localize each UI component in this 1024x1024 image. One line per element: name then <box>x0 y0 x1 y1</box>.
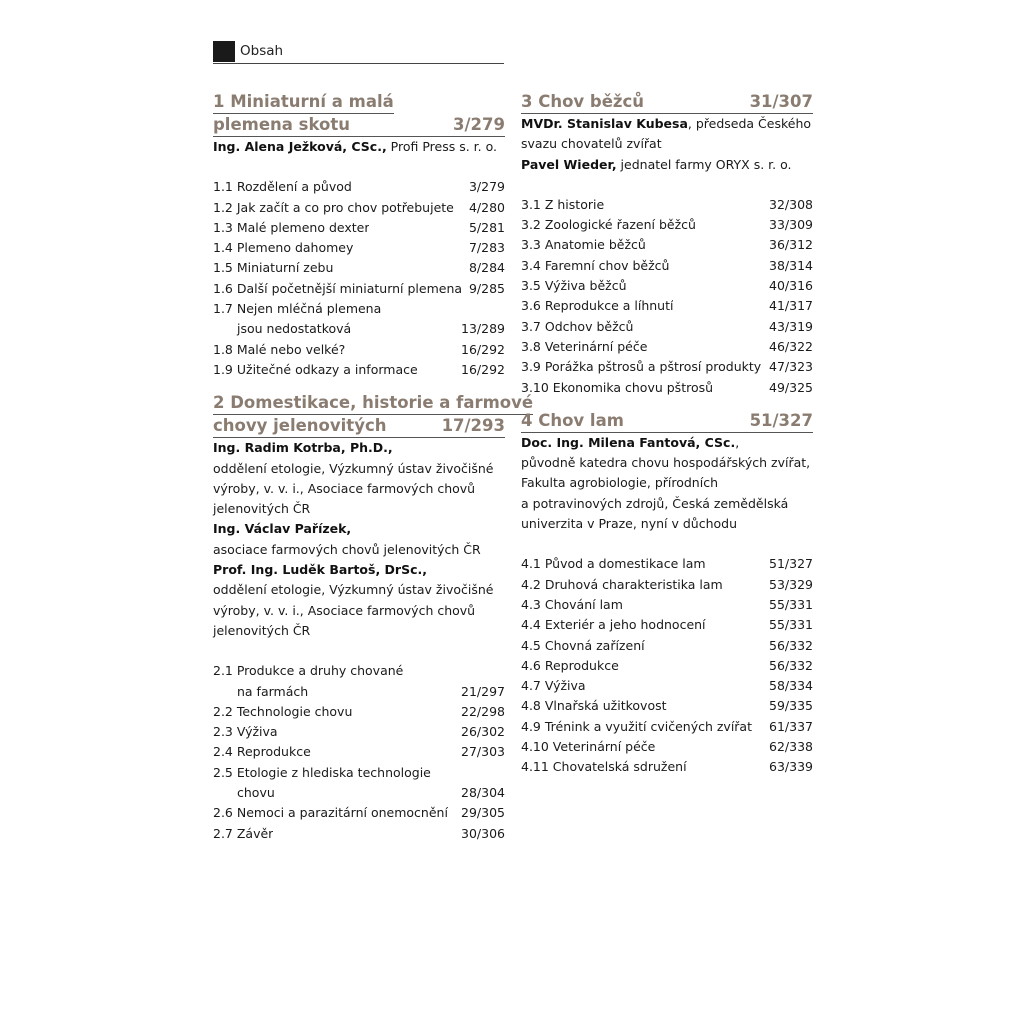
toc-entry-page: 30/306 <box>461 825 505 841</box>
toc-entry <box>521 357 813 377</box>
page-title: Obsah <box>240 43 284 59</box>
toc-entry-title: 4.4 Exteriér a jeho hodnocení <box>521 617 706 633</box>
toc-entry-title: 2.7 Závěr <box>213 825 274 841</box>
toc-entry <box>521 757 813 777</box>
author-name: Ing. Václav Pařízek, <box>213 521 352 537</box>
author-affiliation: jelenovitých ČR <box>213 622 311 638</box>
toc-entry <box>521 256 813 276</box>
toc-entry-title: 4.6 Reprodukce <box>521 657 619 673</box>
section-4-heading <box>521 410 813 433</box>
toc-entry-page: 47/323 <box>769 359 813 375</box>
toc-entry <box>213 238 505 258</box>
toc-entry-page: 61/337 <box>769 718 813 734</box>
section-2-page: 17/293 <box>441 416 505 436</box>
page-header <box>213 41 504 64</box>
toc-entry <box>521 296 813 316</box>
toc-entry <box>213 803 505 823</box>
author-name: MVDr. Stanislav Kubesa <box>521 116 688 131</box>
toc-entry-page: 29/305 <box>461 805 505 821</box>
author-affiliation: , předseda Českého <box>687 116 812 131</box>
toc-entry-title: 1.5 Miniaturní zebu <box>213 260 334 276</box>
toc-entry <box>521 737 813 757</box>
toc-entry <box>521 676 813 696</box>
author-affiliation: původně katedra chovu hospodářských zvířat, <box>521 455 811 471</box>
author-affiliation: svazu chovatelů zvířat <box>521 136 662 152</box>
toc-entry-page: 51/327 <box>769 556 813 572</box>
section-1-heading-text: plemena skotu <box>213 115 350 134</box>
toc-entry-title: 2.6 Nemoci a parazitární onemocnění <box>213 805 448 821</box>
toc-entry-page: 3/279 <box>468 179 505 195</box>
toc-entry-title: 3.8 Veterinární péče <box>521 338 648 354</box>
toc-entry-title: 1.8 Malé nebo velké? <box>213 341 346 357</box>
toc-entry-title: 1.3 Malé plemeno dexter <box>213 219 370 235</box>
toc-entry <box>213 661 505 681</box>
toc-entry-page: 40/316 <box>769 278 813 294</box>
toc-entry-page: 38/314 <box>769 257 813 273</box>
author-affiliation: výroby, v. v. i., Asociace farmových chovů <box>213 480 476 496</box>
toc-entry-title: 4.3 Chování lam <box>521 596 623 612</box>
toc-entry-title: 1.9 Užitečné odkazy a informace <box>213 361 418 377</box>
section-1-page: 3/279 <box>453 115 505 134</box>
toc-entry-title: 4.11 Chovatelská sdružení <box>521 759 687 775</box>
toc-entry-title: 4.5 Chovná zařízení <box>521 637 645 653</box>
toc-entry-page: 28/304 <box>461 785 505 801</box>
toc-entry <box>213 299 505 319</box>
toc-entry <box>213 198 505 218</box>
section-3-heading-text: 3 Chov běžců <box>521 92 645 111</box>
section-1-authors <box>213 137 505 157</box>
toc-entry-title: 1.2 Jak začít a co pro chov potřebujete <box>213 199 454 215</box>
toc-entry-page: 7/283 <box>468 240 505 256</box>
toc-entry-page: 58/334 <box>769 678 813 694</box>
toc-entry <box>213 682 505 702</box>
toc-entry-page: 56/332 <box>769 657 813 673</box>
toc-entry <box>521 195 813 215</box>
toc-entry-title: 2.3 Výživa <box>213 724 278 740</box>
toc-entry-page: 49/325 <box>769 379 813 395</box>
toc-entry <box>521 317 813 337</box>
toc-entry-title: 3.6 Reprodukce a líhnutí <box>521 298 674 314</box>
section-2-authors <box>213 438 505 641</box>
author-affiliation: jelenovitých ČR <box>213 501 311 517</box>
author-affiliation: asociace farmových chovů jelenovitých ČR <box>213 541 481 557</box>
toc-entry-title: 3.7 Odchov běžců <box>521 318 634 334</box>
toc-entry-title: na farmách <box>237 683 309 699</box>
toc-entry-title: 3.5 Výživa běžců <box>521 278 627 294</box>
toc-entry-page: 55/331 <box>769 617 813 633</box>
toc-entry-page: 55/331 <box>769 596 813 612</box>
toc-entry-title: 3.10 Ekonomika chovu pštrosů <box>521 379 714 395</box>
toc-entry-title: 4.9 Trénink a využití cvičených zvířat <box>521 718 752 734</box>
toc-entry-title: 4.1 Původ a domestikace lam <box>521 556 706 572</box>
toc-entry <box>213 824 505 844</box>
toc-entry-title: 4.8 Vlnařská užitkovost <box>521 698 667 714</box>
toc-entry-title: 3.9 Porážka pštrosů a pštrosí produkty <box>521 359 762 375</box>
toc-entry-page: 43/319 <box>769 318 813 334</box>
toc-entry-title: 1.6 Další početnější miniaturní plemena <box>213 280 463 296</box>
toc-entry <box>213 340 505 360</box>
toc-entry-title: 1.7 Nejen mléčná plemena <box>213 301 382 317</box>
toc-entry-title: 2.5 Etologie z hlediska technologie <box>213 764 431 780</box>
toc-entry <box>521 235 813 255</box>
toc-entry-page: 63/339 <box>769 759 813 775</box>
toc-entry <box>213 783 505 803</box>
author-affiliation: oddělení etologie, Výzkumný ústav živočišné <box>213 460 494 476</box>
section-4 <box>521 410 813 778</box>
author-affiliation: , <box>735 434 740 450</box>
author-affiliation: Fakulta agrobiologie, přírodních <box>521 475 718 491</box>
section-1 <box>213 91 505 380</box>
section-3 <box>521 91 813 398</box>
toc-entry <box>521 615 813 635</box>
toc-entry-page: 46/322 <box>769 338 813 354</box>
toc-entry <box>521 215 813 235</box>
author-name: Prof. Ing. Luděk Bartoš, DrSc., <box>213 562 428 578</box>
toc-entry <box>521 636 813 656</box>
toc-entry <box>213 702 505 722</box>
toc-entry <box>521 337 813 357</box>
section-2-heading-line1: 2 Domestikace, historie a farmové <box>213 392 533 415</box>
section-3-authors <box>521 114 813 175</box>
right-column <box>521 91 813 778</box>
toc-entry-page: 59/335 <box>769 698 813 714</box>
section-2-toc <box>213 661 505 844</box>
toc-entry-title: 2.4 Reprodukce <box>213 744 311 760</box>
toc-entry-title: jsou nedostatková <box>237 321 352 337</box>
header-square-icon <box>213 41 235 62</box>
section-4-heading-text: 4 Chov lam <box>521 410 624 430</box>
toc-entry <box>521 575 813 595</box>
toc-entry <box>213 722 505 742</box>
toc-entry-title: 4.10 Veterinární péče <box>521 739 656 755</box>
author-name: Ing. Radim Kotrba, Ph.D., <box>213 440 393 456</box>
toc-entry-title: 1.4 Plemeno dahomey <box>213 240 354 256</box>
toc-entry <box>213 742 505 762</box>
toc-entry-title: 1.1 Rozdělení a původ <box>213 179 352 195</box>
section-2-heading-line2 <box>213 415 505 438</box>
toc-entry <box>521 554 813 574</box>
author-affiliation: jednatel farmy ORYX s. r. o. <box>616 156 792 172</box>
toc-entry-page: 4/280 <box>468 199 505 215</box>
toc-entry <box>213 218 505 238</box>
toc-entry <box>213 763 505 783</box>
toc-entry-title: 3.3 Anatomie běžců <box>521 237 646 253</box>
toc-entry-page: 22/298 <box>461 703 505 719</box>
toc-entry-title: 3.2 Zoologické řazení běžců <box>521 217 696 233</box>
toc-entry <box>213 177 505 197</box>
toc-entry <box>213 279 505 299</box>
left-column <box>213 91 534 844</box>
toc-entry-title: 3.4 Faremní chov běžců <box>521 257 670 273</box>
toc-entry-title: chovu <box>237 785 275 801</box>
toc-entry-title: 2.1 Produkce a druhy chované <box>213 663 404 679</box>
section-4-authors <box>521 433 813 534</box>
section-4-toc <box>521 554 813 777</box>
toc-entry-title: 2.2 Technologie chovu <box>213 703 353 719</box>
toc-entry-page: 16/292 <box>461 341 505 357</box>
toc-entry-page: 56/332 <box>769 637 813 653</box>
toc-entry-page: 13/289 <box>461 321 505 337</box>
toc-entry-page: 62/338 <box>769 739 813 755</box>
toc-entry-page: 32/308 <box>769 196 813 212</box>
author-affiliation: univerzita v Praze, nyní v důchodu <box>521 516 738 532</box>
toc-entry <box>213 258 505 278</box>
section-3-toc <box>521 195 813 398</box>
author-name: Ing. Alena Ježková, CSc., <box>213 139 387 154</box>
toc-entry-page: 16/292 <box>461 361 505 377</box>
toc-entry-title: 4.7 Výživa <box>521 678 586 694</box>
section-1-heading-line2 <box>213 114 505 137</box>
toc-entry <box>213 319 505 339</box>
section-4-page: 51/327 <box>749 410 813 430</box>
toc-entry-page: 27/303 <box>461 744 505 760</box>
toc-entry <box>521 378 813 398</box>
section-2-heading-text: chovy jelenovitých <box>213 416 387 436</box>
author-name: Doc. Ing. Milena Fantová, CSc. <box>521 434 736 450</box>
toc-entry <box>521 696 813 716</box>
author-affiliation: výroby, v. v. i., Asociace farmových chovů <box>213 602 476 618</box>
toc-entry-page: 9/285 <box>468 280 505 296</box>
toc-entry-page: 41/317 <box>769 298 813 314</box>
toc-entry-page: 36/312 <box>769 237 813 253</box>
toc-entry <box>213 360 505 380</box>
section-3-heading <box>521 91 813 114</box>
toc-entry-page: 53/329 <box>769 576 813 592</box>
toc-entry <box>521 276 813 296</box>
toc-entry-page: 8/284 <box>468 260 505 276</box>
author-affiliation: oddělení etologie, Výzkumný ústav živočišné <box>213 582 494 598</box>
toc-entry-page: 33/309 <box>769 217 813 233</box>
toc-entry-title: 4.2 Druhová charakteristika lam <box>521 576 723 592</box>
author-affiliation: a potravinových zdrojů, Česká zemědělská <box>521 495 789 511</box>
author-name: Pavel Wieder, <box>521 156 617 172</box>
section-3-page: 31/307 <box>749 92 813 111</box>
section-2 <box>213 392 534 844</box>
toc-entry-page: 21/297 <box>461 683 505 699</box>
toc-entry-title: 3.1 Z historie <box>521 196 605 212</box>
toc-entry-page: 26/302 <box>461 724 505 740</box>
section-1-toc <box>213 177 505 380</box>
author-affiliation: Profi Press s. r. o. <box>386 139 498 154</box>
toc-entry <box>521 595 813 615</box>
section-1-heading-line1: 1 Miniaturní a malá <box>213 91 394 114</box>
toc-entry <box>521 717 813 737</box>
toc-entry-page: 5/281 <box>468 219 505 235</box>
toc-entry <box>521 656 813 676</box>
